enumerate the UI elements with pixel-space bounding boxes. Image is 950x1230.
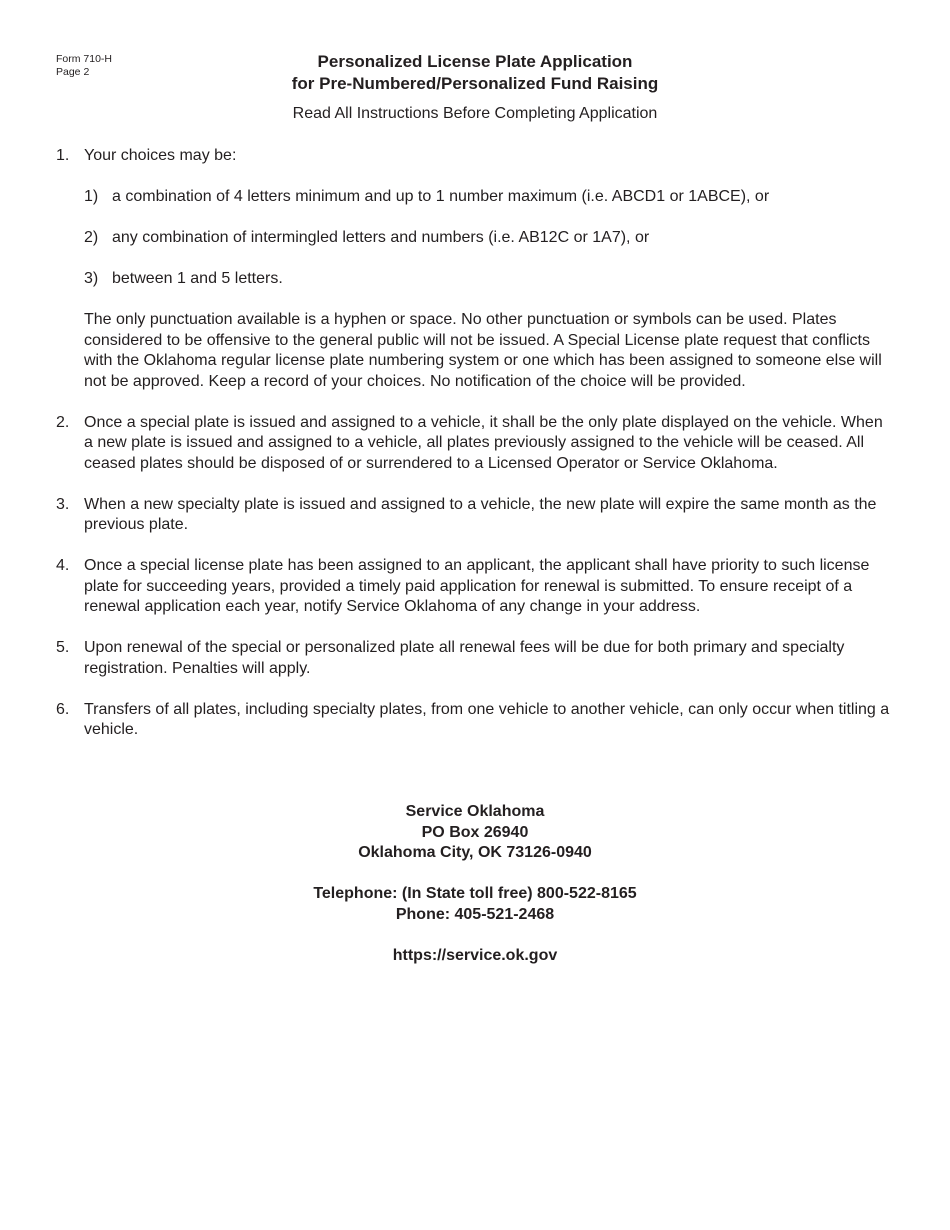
city-state-zip: Oklahoma City, OK 73126-0940 — [358, 844, 592, 861]
agency-name: Service Oklahoma — [405, 803, 545, 820]
item-text: Your choices may be: — [84, 147, 237, 164]
instruction-item-1 — [56, 146, 892, 392]
choice-text: a combination of 4 letters minimum and up to 1 number maximum (i.e. ABCD1 or 1ABCE), or — [112, 188, 770, 205]
toll-free-telephone: Telephone: (In State toll free) 800-522-8165 — [313, 885, 637, 902]
page-number: Page 2 — [56, 66, 90, 78]
choice-number: 1) — [84, 188, 99, 205]
title-line-1: Personalized License Plate Application — [317, 52, 633, 71]
choice-number: 3) — [84, 270, 99, 287]
item-text: Transfers of all plates, including specialty plates, from one vehicle to another vehicle, can only occur when titling a vehicle. — [84, 700, 890, 738]
form-number: Form 710-H — [56, 53, 113, 65]
item-number: 3. — [56, 495, 70, 513]
contact-block — [0, 802, 950, 966]
item-number: 1. — [56, 147, 70, 164]
choice-item-2 — [84, 228, 892, 249]
item-text: When a new specialty plate is issued and assigned to a vehicle, the new plate will expire the same month as the previous plate. — [84, 495, 877, 533]
website-url: https://service.ok.gov — [392, 946, 558, 964]
choice-item-1 — [84, 187, 892, 208]
choice-item-3 — [84, 269, 892, 290]
choice-number: 2) — [84, 229, 99, 246]
instructions-subtitle: Read All Instructions Before Completing Application — [292, 105, 658, 122]
choice-text: any combination of intermingled letters and numbers (i.e. AB12C or 1A7), or — [112, 229, 650, 246]
instruction-item-5 — [56, 638, 892, 679]
title-line-2: for Pre-Numbered/Personalized Fund Raising — [291, 74, 659, 93]
instruction-item-3 — [56, 495, 892, 536]
item-text: Upon renewal of the special or personalized plate all renewal fees will be due for both primary and specialty registration. Penalties will apply. — [84, 639, 845, 677]
item-number: 6. — [56, 700, 70, 718]
item-text: Once a special license plate has been assigned to an applicant, the applicant shall have priority to such license plate for succeeding years, provided a timely paid application for renewal is submitted. To ensure receipt of a renewal application each year, notify Service Oklahoma of any change in your address. — [84, 557, 870, 615]
instruction-item-4 — [56, 556, 892, 618]
choice-text: between 1 and 5 letters. — [112, 270, 283, 287]
item-number: 5. — [56, 639, 70, 656]
item-number: 4. — [56, 557, 70, 574]
instruction-item-2 — [56, 413, 892, 475]
item-number: 2. — [56, 413, 70, 431]
phone-number: Phone: 405-521-2468 — [395, 905, 555, 923]
punctuation-note: The only punctuation available is a hyphen or space. No other punctuation or symbols can be used. Plates considered to be offensive to the general public will not be issued. A Special License plate request that conflicts with the Oklahoma regular license plate numbering system or one which has been assigned to someone else will not be approved. Keep a record of your choices. No notification of the choice will be provided. — [84, 311, 882, 390]
document-header — [0, 51, 950, 124]
instruction-item-6 — [56, 700, 892, 741]
item-text: Once a special plate is issued and assigned to a vehicle, it shall be the only plate displayed on the vehicle. When a new plate is issued and assigned to a vehicle, all plates previously assigned to the vehicle will be ceased. All ceased plates should be disposed of or surrendered to a Licensed Operator or Service Oklahoma. — [84, 413, 883, 472]
instructions-list — [56, 146, 892, 761]
po-box: PO Box 26940 — [421, 823, 529, 841]
